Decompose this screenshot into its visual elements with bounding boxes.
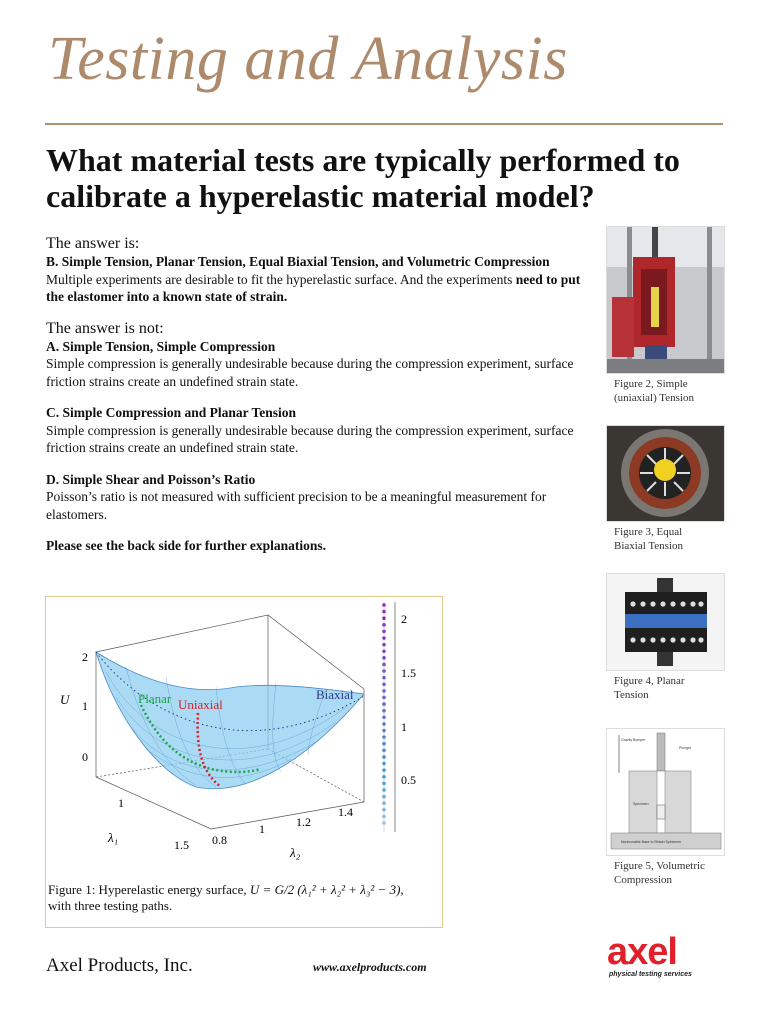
figure-4-photo <box>606 573 725 671</box>
colorbar-dot <box>382 656 386 660</box>
not-answer-text-d: Poisson’s ratio is not measured with sufficient precision to be a meaningful measurement for elastomers. <box>46 489 547 522</box>
colorbar-dot <box>382 729 386 733</box>
planar-label: Planar <box>138 691 172 706</box>
fig5-base-label: Nonmovable Base to Retain Specimen <box>621 840 682 844</box>
not-answer-choice-d: D. Simple Shear and Poisson’s Ratio <box>46 471 256 487</box>
logo-wordmark: axel <box>607 932 677 973</box>
colorbar-dot <box>382 742 386 746</box>
uniaxial-label: Uniaxial <box>178 697 223 712</box>
l2-tick-1-2: 1.2 <box>296 815 311 829</box>
colorbar-dot <box>382 616 386 620</box>
colorbar-dot <box>382 696 386 700</box>
colorbar-dot <box>382 630 386 634</box>
figure-4-caption <box>614 674 685 702</box>
colorbar-dot <box>382 768 386 772</box>
bolt-icon <box>670 601 675 606</box>
u-axis-label: U <box>60 692 70 707</box>
colorbar-dot <box>382 649 386 653</box>
figure-5-caption-line-2: Compression <box>614 874 673 886</box>
bolt-icon <box>680 637 685 642</box>
answer-explanation <box>46 271 591 306</box>
colorbar-dot <box>382 663 386 667</box>
colorbar-dot <box>382 603 386 607</box>
colorbar-dot <box>382 722 386 726</box>
colorbar-dot <box>382 782 386 786</box>
l2-tick-0-8: 0.8 <box>212 833 227 847</box>
figure-1-caption <box>48 882 440 914</box>
colorbar-dot <box>382 702 386 706</box>
figure-1-caption-formula: U = G/2 (λ₁² + λ₂² + λ₃² − 3), <box>249 882 404 897</box>
bolt-icon <box>650 637 655 642</box>
answer-choice: B. Simple Tension, Planar Tension, Equal Biaxial Tension, and Volumetric Compression <box>46 254 550 269</box>
colorbar-dot <box>382 788 386 792</box>
bolt-icon <box>640 637 645 642</box>
website-link[interactable]: www.axelproducts.com <box>313 960 427 974</box>
colorbar-tick-2: 2 <box>401 612 407 626</box>
u-tick-1: 1 <box>82 699 88 713</box>
bolt-icon <box>650 601 655 606</box>
answer-explanation-text: Multiple experiments are desirable to fit the hyperelastic surface. And the experiments <box>46 271 516 287</box>
figure-1-plot <box>45 596 443 928</box>
not-answer-heading: The answer is not: <box>46 319 164 337</box>
page-title: Testing and Analysis <box>48 25 568 93</box>
colorbar-dot <box>382 735 386 739</box>
figure-4-caption-line-2: Tension <box>614 689 649 701</box>
colorbar-dot <box>382 795 386 799</box>
colorbar-dot <box>382 689 386 693</box>
bolt-icon <box>640 601 645 606</box>
answer-heading: The answer is: <box>46 235 140 252</box>
colorbar-dot <box>382 636 386 640</box>
bolt-icon <box>630 601 635 606</box>
bolt-icon <box>690 637 695 642</box>
u-tick-0: 0 <box>82 750 88 764</box>
colorbar-tick-1-5: 1.5 <box>401 666 416 680</box>
bolt-icon <box>630 637 635 642</box>
fig5-plunger-label: Plunger <box>679 746 692 750</box>
figure-5-diagram <box>606 728 725 856</box>
company-name: Axel Products, Inc. <box>46 955 193 976</box>
not-answer-text-a: Simple compression is generally undesirable because during the compression experiment, surface friction strains create an undefined strain state. <box>46 356 574 389</box>
not-answer-choice-a: A. Simple Tension, Simple Compression <box>46 338 276 354</box>
colorbar-dot <box>382 716 386 720</box>
bolt-icon <box>660 637 665 642</box>
colorbar-dot <box>382 669 386 673</box>
l1-tick-1-5: 1.5 <box>174 838 189 852</box>
figure-1-caption-prefix: Figure 1: Hyperelastic energy surface, <box>48 882 250 897</box>
figure-3-caption-line-2: Biaxial Tension <box>614 540 683 552</box>
biaxial-label: Biaxial <box>316 687 354 702</box>
l2-tick-1-4: 1.4 <box>338 805 353 819</box>
figure-3-photo <box>606 425 725 522</box>
fig5-specimen-label: Specimen <box>633 802 649 806</box>
figure-3-caption <box>614 525 683 553</box>
figure-2-caption <box>614 377 694 405</box>
colorbar-dot <box>382 762 386 766</box>
colorbar-dot <box>382 676 386 680</box>
colorbar-dot <box>382 610 386 614</box>
energy-surface <box>96 652 364 789</box>
colorbar-dot <box>382 643 386 647</box>
figure-5-caption <box>614 859 705 887</box>
figure-2-caption-line-1: Figure 2, Simple <box>614 378 688 390</box>
colorbar-dot <box>382 755 386 759</box>
bolt-icon <box>698 601 703 606</box>
figure-5-caption-line-1: Figure 5, Volumetric <box>614 860 705 872</box>
bolt-icon <box>680 601 685 606</box>
bolt-icon <box>690 601 695 606</box>
colorbar-dot <box>382 808 386 812</box>
not-answer-choice-c: C. Simple Compression and Planar Tension <box>46 405 297 420</box>
figure-4-caption-line-1: Figure 4, Planar <box>614 675 685 687</box>
colorbar-tick-0-5: 0.5 <box>401 773 416 787</box>
colorbar-dot <box>382 801 386 805</box>
colorbar-dot <box>382 815 386 819</box>
l1-tick-1: 1 <box>118 796 124 810</box>
figure-3-caption-line-1: Figure 3, Equal <box>614 526 683 538</box>
l2-axis-label: λ₂ <box>290 845 301 860</box>
colorbar-dot <box>382 821 386 825</box>
fig5-gravity-label: Gravity Bumper <box>621 738 646 742</box>
colorbar-tick-1: 1 <box>401 720 407 734</box>
question-heading: What material tests are typically performed to calibrate a hyperelastic material model? <box>46 142 680 214</box>
colorbar-dot <box>382 623 386 627</box>
logo-tagline: physical testing services <box>609 971 692 978</box>
title-divider <box>45 123 723 125</box>
bolt-icon <box>660 601 665 606</box>
bolt-icon <box>698 637 703 642</box>
not-answer-text-c: Simple compression is generally undesirable because during the compression experiment, surface friction strains create an undefined strain state. <box>46 422 574 455</box>
figure-2-caption-line-2: (uniaxial) Tension <box>614 392 694 404</box>
colorbar-dot <box>382 775 386 779</box>
l1-axis-label: λ₁ <box>108 830 119 845</box>
axel-logo <box>605 932 727 982</box>
colorbar-dot <box>382 682 386 686</box>
u-tick-2: 2 <box>82 650 88 664</box>
colorbar-dot <box>382 709 386 713</box>
figure-1-caption-suffix: with three testing paths. <box>48 898 173 913</box>
bolt-icon <box>670 637 675 642</box>
answer-explanation-bold: need to put the elastomer into a known state of strain. <box>46 271 581 304</box>
figure-2-photo <box>606 226 725 374</box>
hyperelastic-surface-chart <box>46 597 442 927</box>
main-text <box>46 235 591 555</box>
back-side-note: Please see the back side for further explanations. <box>46 538 326 553</box>
colorbar-dot <box>382 749 386 753</box>
l2-tick-1: 1 <box>259 822 265 836</box>
